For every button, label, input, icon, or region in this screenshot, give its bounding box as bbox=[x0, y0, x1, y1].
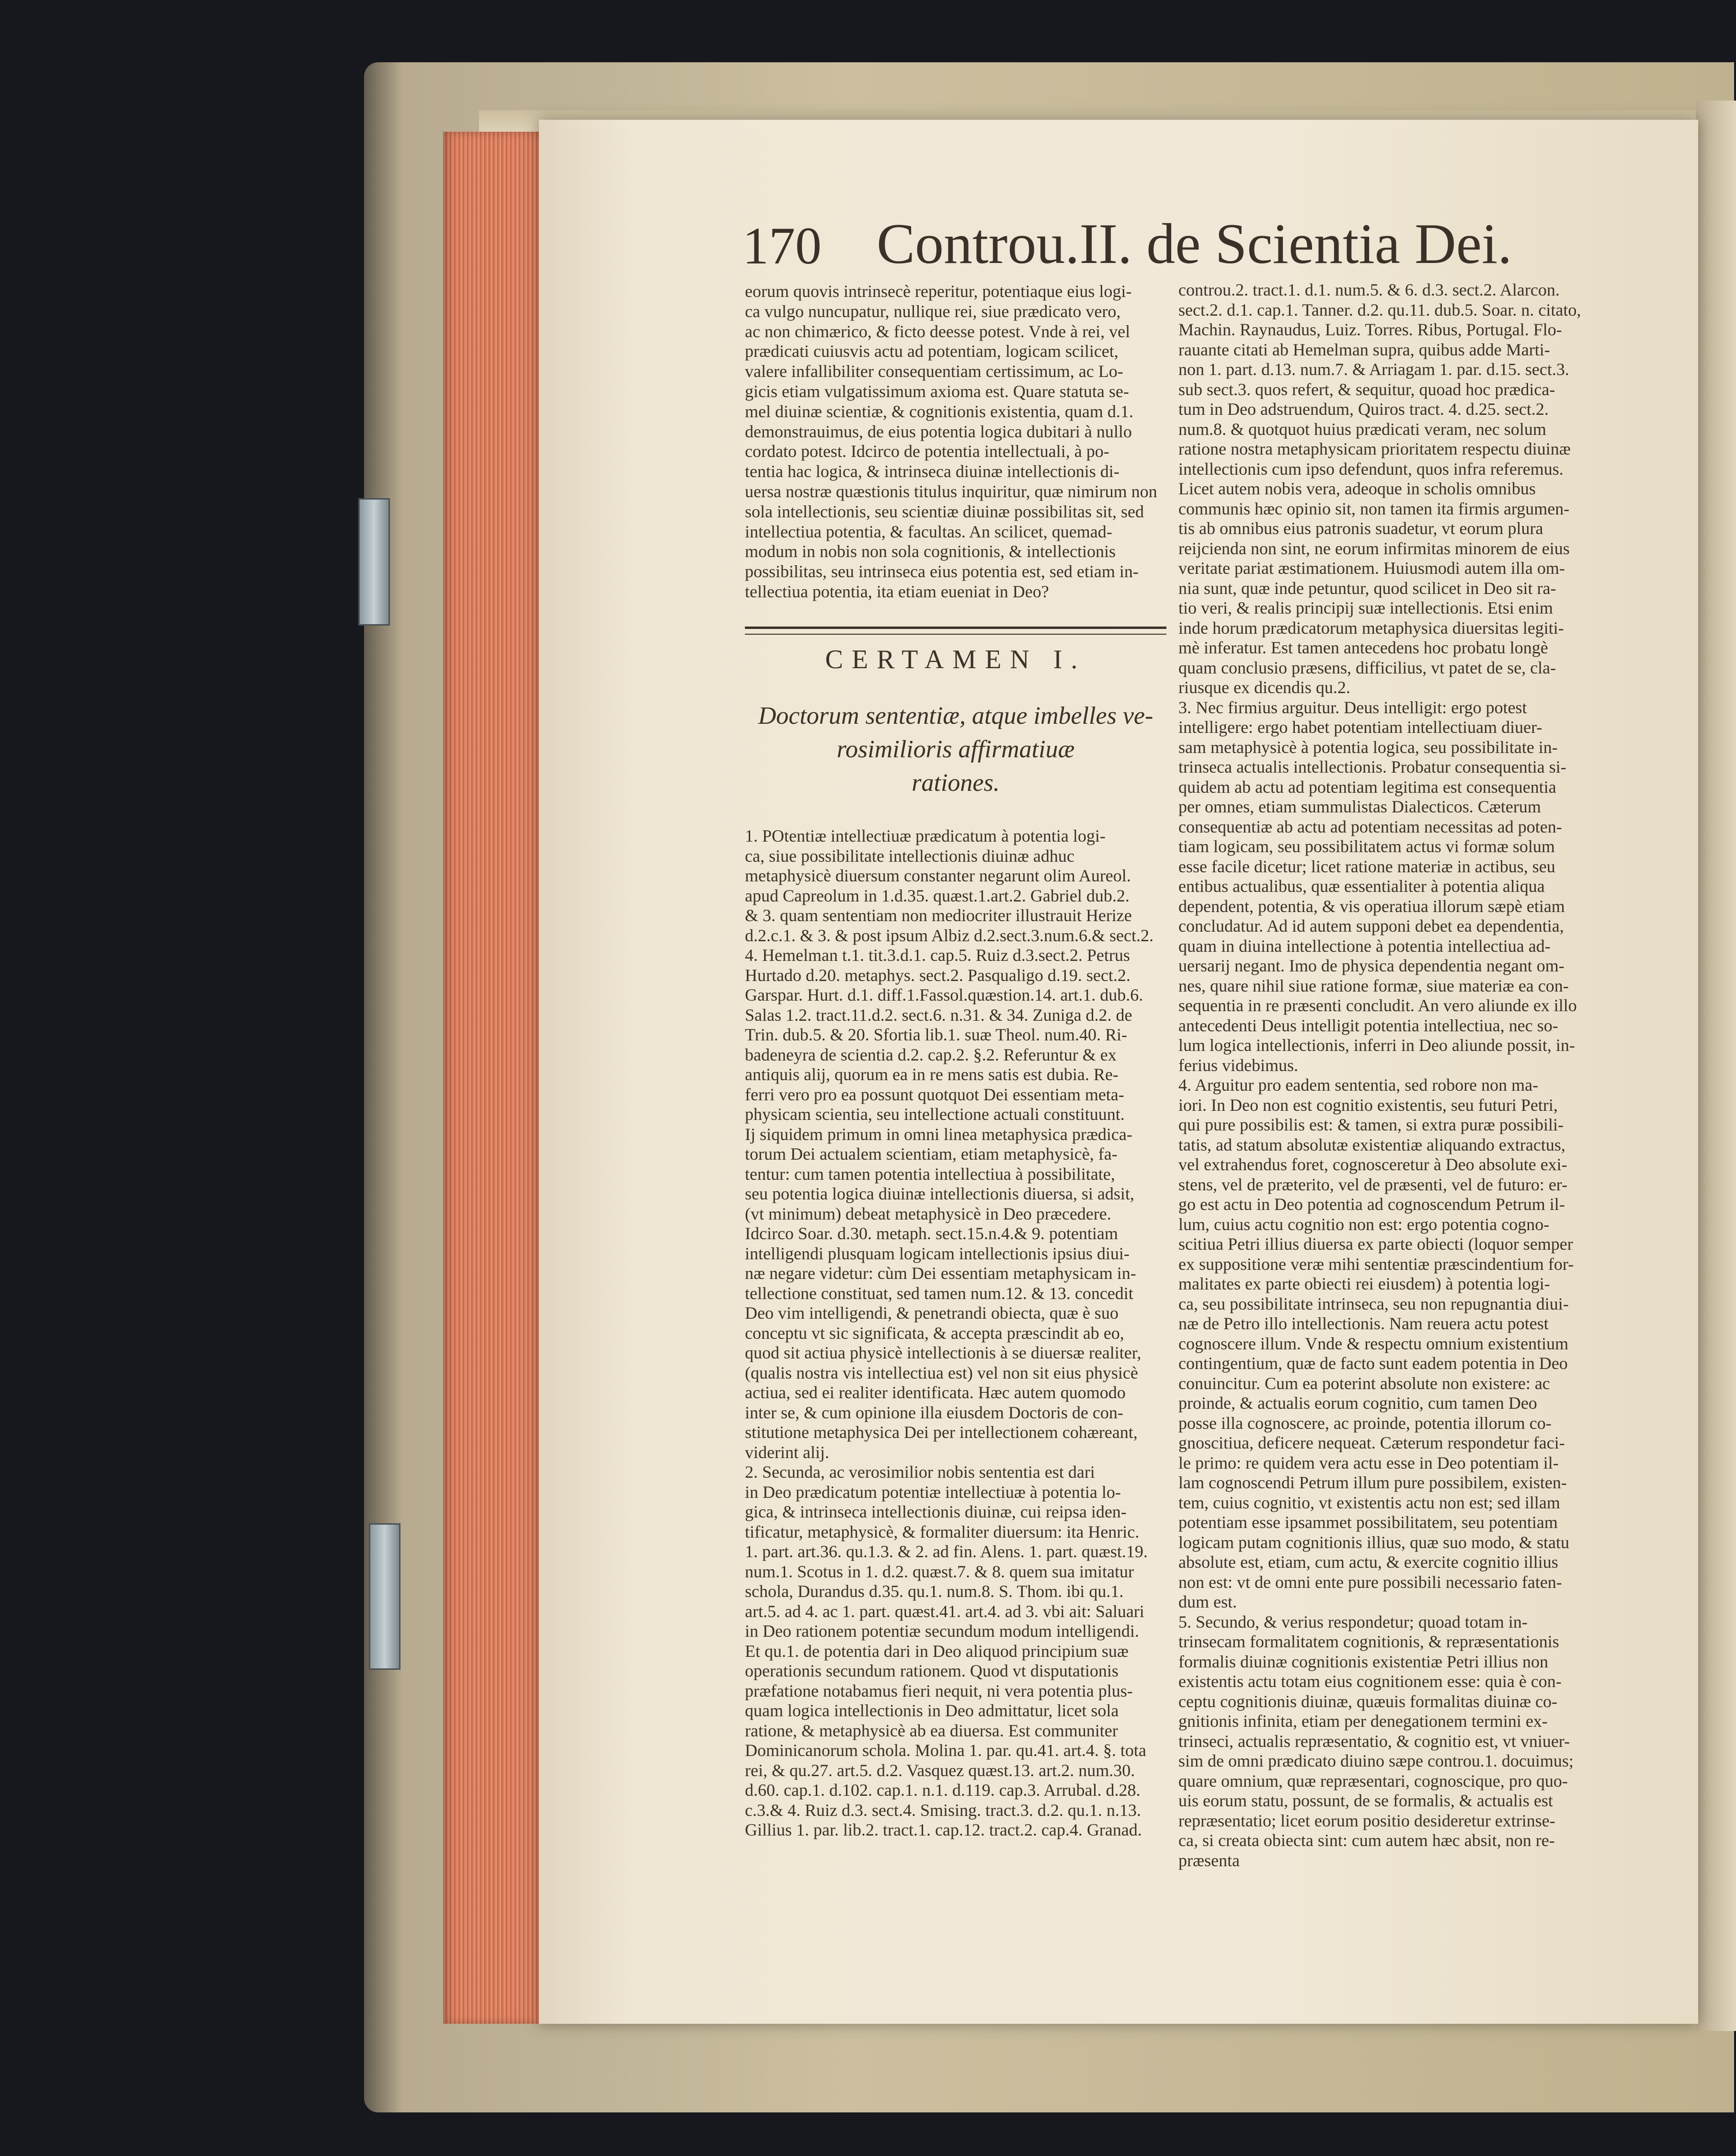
right-column bbox=[1178, 280, 1626, 1871]
text-line: trinsecam formalitatem cognitionis, & repræsentationis bbox=[1178, 1632, 1559, 1651]
text-line: operationis secundum rationem. Quod vt disputationis bbox=[745, 1661, 1119, 1680]
text-line: non 1. part. d.13. num.7. & Arriagam 1. par. d.15. sect.3. bbox=[1178, 360, 1569, 379]
text-line: metaphysicè diuersum constanter negarunt olim Aureol. bbox=[745, 866, 1131, 885]
text-line: lum logica intellectionis, inferri in Deo aliunde possit, in- bbox=[1178, 1036, 1575, 1055]
text-line: & 3. quam sententiam non mediocriter illustrauit Herize bbox=[745, 906, 1132, 925]
text-line: antecedenti Deus intelligit potentia intellectiua, nec so- bbox=[1178, 1015, 1558, 1035]
text-line: ca vulgo nuncupatur, nullique rei, siue prædicato vero, bbox=[745, 301, 1121, 321]
text-line: tiam logicam, seu possibilitatem actus vi formæ solum bbox=[1178, 837, 1555, 856]
text-line: intellectiua potentia, & facultas. An scilicet, quemad- bbox=[745, 522, 1112, 541]
text-line: schola, Durandus d.35. qu.1. num.8. S. Thom. ibi qu.1. bbox=[745, 1582, 1124, 1601]
certamen-subtitle-line: rosimilioris affirmatiuæ bbox=[836, 736, 1075, 763]
text-line: quare omnium, quæ repræsentari, cognoscique, pro quo- bbox=[1178, 1771, 1568, 1791]
text-line: sam metaphysicè à potentia logica, seu possibilitate in- bbox=[1178, 737, 1558, 757]
text-line: præfatione notabamus fieri nequit, ni vera potentia plus- bbox=[745, 1681, 1133, 1700]
text-line: tatis, ad statum absolutæ existentiæ aliquando extractus, bbox=[1178, 1135, 1565, 1154]
text-line: Licet autem nobis vera, adeoque in scholis omnibus bbox=[1178, 479, 1536, 498]
text-line: c.3.& 4. Ruiz d.3. sect.4. Smising. tract.3. d.2. qu.1. n.13. bbox=[745, 1800, 1141, 1820]
text-line: 3. Nec firmius arguitur. Deus intelligit: ergo potest bbox=[1178, 697, 1527, 717]
text-line: num.8. & quotquot huius prædicati veram, nec solum bbox=[1178, 419, 1546, 439]
text-line: d.2.c.1. & 3. & post ipsum Albiz d.2.sect.3.num.6.& sect.2. bbox=[745, 925, 1154, 945]
text-line: per omnes, etiam summulistas Dialecticos. Cæterum bbox=[1178, 797, 1541, 816]
text-line: in Deo rationem potentiæ secundum modum intelligendi. bbox=[745, 1621, 1139, 1641]
text-line: Hurtado d.20. metaphys. sect.2. Pasqualigo d.19. sect.2. bbox=[745, 965, 1131, 985]
text-line: rauante citati ab Hemelman supra, quibus adde Marti- bbox=[1178, 340, 1550, 359]
text-line: tellectiua potentia, ita etiam eueniat in Deo? bbox=[745, 582, 1049, 601]
upper-clasp bbox=[358, 498, 390, 626]
text-line: in Deo prædicatum potentiæ intellectiuæ à potentia lo- bbox=[745, 1482, 1121, 1502]
text-line: sequentia in re præsenti concludit. An vero aliunde ex illo bbox=[1178, 996, 1577, 1015]
text-line: 5. Secundo, & verius respondetur; quoad totam in- bbox=[1178, 1612, 1528, 1631]
text-line: absolute est, etiam, cum actu, & exercite cognitio illius bbox=[1178, 1552, 1558, 1572]
text-line: tentia hac logica, & intrinseca diuinæ intellectionis di- bbox=[745, 462, 1119, 481]
text-line: veritate pariat æstimationem. Huiusmodi autem illa om- bbox=[1178, 559, 1565, 578]
text-line: stens, vel de præterito, vel de præsenti, vel de futuro: er- bbox=[1178, 1175, 1568, 1194]
text-line: esse facile dicetur; licet ratione materiæ in actibus, seu bbox=[1178, 856, 1555, 876]
text-line: tentur: cum tamen potentia intellectiua à possibilitate, bbox=[745, 1164, 1115, 1184]
text-line: nes, quare nihil siue ratione formæ, siue materiæ ea con- bbox=[1178, 976, 1569, 995]
text-line: quam conclusio præsens, difficilius, vt patet de se, cla- bbox=[1178, 658, 1556, 677]
text-line: consequentiæ ab actu ad potentiam necessitas ad poten- bbox=[1178, 817, 1562, 836]
text-line: num.1. Scotus in 1. d.2. quæst.7. & 8. quem sua imitatur bbox=[745, 1562, 1134, 1581]
text-line: præsenta bbox=[1178, 1850, 1240, 1870]
text-line: (qualis nostra vis intellectiua est) vel non sit eius physicè bbox=[745, 1363, 1138, 1382]
text-line: concludatur. Ad id autem supponi debet ea dependentia, bbox=[1178, 916, 1564, 935]
text-line: ex suppositione veræ mihi sententiæ præscindentium for- bbox=[1178, 1254, 1574, 1274]
text-line: gnoscitiua, deficere nequeat. Cæterum respondetur faci- bbox=[1178, 1433, 1565, 1452]
text-line: uersa nostræ quæstionis titulus inquiritur, quæ nimirum non bbox=[745, 481, 1157, 501]
text-line: Salas 1.2. tract.11.d.2. sect.6. n.31. & 34. Zuniga d.2. de bbox=[745, 1005, 1132, 1025]
text-line: 1. part. art.36. qu.1.3. & 2. ad fin. Alens. 1. part. quæst.19. bbox=[745, 1542, 1148, 1561]
text-line: cognoscere illum. Vnde & respectu omnium existentium bbox=[1178, 1334, 1569, 1353]
text-line: proinde, & actualis eorum cognitio, cum tamen Deo bbox=[1178, 1393, 1537, 1413]
text-line: lam cognoscendi Petrum illum pure possibilem, existen- bbox=[1178, 1473, 1567, 1492]
text-line: trinseci, actualis repræsentatio, & cognitio est, vt vniuer- bbox=[1178, 1731, 1570, 1751]
text-line: dum est. bbox=[1178, 1592, 1237, 1611]
text-line: Deo vim intelligendi, & penetrandi obiecta, quæ è suo bbox=[745, 1303, 1119, 1323]
text-line: formalis diuinæ cognitionis existentiæ Petri illius non bbox=[1178, 1652, 1548, 1671]
text-line: posse illa cognoscere, ac proinde, potentia illorum co- bbox=[1178, 1413, 1552, 1433]
text-line: ferri vero pro ea possunt quotquot Dei essentiam meta- bbox=[745, 1084, 1124, 1104]
certamen-title: CERTAMEN I. bbox=[825, 645, 1086, 674]
text-line: rei, & qu.27. art.5. d.2. Vasquez quæst.13. art.2. num.30. bbox=[745, 1760, 1135, 1780]
text-line: Trin. dub.5. & 20. Sfortia lib.1. suæ Theol. num.40. Ri- bbox=[745, 1025, 1128, 1044]
text-line: quod sit actiua physicè intellectionis à se diuersæ realiter, bbox=[745, 1343, 1142, 1362]
text-line: gnitionis infinita, etiam per denegationem termini ex- bbox=[1178, 1711, 1548, 1731]
text-line: tem, cuius cognitio, vt existentis actu non est; sed illam bbox=[1178, 1493, 1560, 1512]
text-line: antiquis alij, quorum ea in re mens satis est dubia. Re- bbox=[745, 1065, 1119, 1084]
text-line: ferius videbimus. bbox=[1178, 1055, 1298, 1075]
text-line: conuincitur. Cum ea poterint absolute non existere: ac bbox=[1178, 1373, 1550, 1393]
text-line: uersarij negant. Imo de physica dependentia negant om- bbox=[1178, 956, 1565, 975]
text-line: possibilitas, seu intrinseca eius potentia est, sed etiam in- bbox=[745, 562, 1139, 582]
text-line: nia sunt, quæ inde petuntur, quod scilicet in Deo sit ra- bbox=[1178, 578, 1556, 598]
text-line: ca, seu possibilitate intrinseca, seu non repugnantia diui- bbox=[1178, 1294, 1569, 1313]
text-line: malitates ex parte obiecti rei eiusdem) à potentia logi- bbox=[1178, 1274, 1550, 1293]
text-line: ratione, & metaphysicè ab ea diuersa. Est communiter bbox=[745, 1721, 1118, 1740]
text-line: Garspar. Hurt. d.1. diff.1.Fassol.quæstion.14. art.1. dub.6. bbox=[745, 985, 1143, 1004]
certamen-subtitle-line: rationes. bbox=[912, 769, 1000, 797]
page-number: 170 bbox=[742, 217, 822, 275]
text-line: stitutione metaphysica Dei per intellectionem cohæreant, bbox=[745, 1423, 1138, 1442]
text-line: Ij siquidem primum in omni linea metaphysica prædica- bbox=[745, 1124, 1132, 1144]
text-line: quam in diuina intellectione à potentia intellectiua ad- bbox=[1178, 936, 1551, 956]
text-line: tum in Deo adstruendum, Quiros tract. 4. d.25. sect.2. bbox=[1178, 399, 1549, 419]
text-line: physicam scientia, seu intellectione actuali constituunt. bbox=[745, 1105, 1125, 1124]
text-line: ac non chimærico, & ficto deesse potest. Vnde à rei, vel bbox=[745, 321, 1131, 341]
text-line: repræsentatio; licet eorum positio desideretur extrinse- bbox=[1178, 1811, 1555, 1830]
facing-page-edge bbox=[1696, 101, 1736, 2031]
text-line: næ negare videtur: cùm Dei essentiam metaphysicam in- bbox=[745, 1264, 1136, 1283]
text-line: entibus actualibus, quæ essentialiter à potentia aliqua bbox=[1178, 877, 1545, 896]
text-line: conceptu vt sic significata, & accepta præscindit ab eo, bbox=[745, 1323, 1124, 1343]
text-line: communis hæc opinio sit, non tamen ita firmis argumen- bbox=[1178, 499, 1570, 518]
text-line: 4. Arguitur pro eadem sententia, sed robore non ma- bbox=[1178, 1075, 1539, 1095]
text-line: sect.2. d.1. cap.1. Tanner. d.2. qu.11. dub.5. Soar. n. citato, bbox=[1178, 300, 1581, 319]
text-line: Gillius 1. par. lib.2. tract.1. cap.12. tract.2. cap.4. Granad. bbox=[745, 1820, 1142, 1839]
text-line: (vt minimum) debeat metaphysicè in Deo præcedere. bbox=[745, 1204, 1111, 1223]
text-line: logicam putam cognitionis illius, quæ suo modo, & statu bbox=[1178, 1532, 1569, 1552]
text-line: demonstrauimus, de eius potentia logica dubitari à nullo bbox=[745, 422, 1132, 441]
text-line: le primo: re quidem vera actu esse in Deo potentiam il- bbox=[1178, 1453, 1559, 1472]
text-line: Idcirco Soar. d.30. metaph. sect.15.n.4.& 9. potentiam bbox=[745, 1224, 1118, 1243]
text-line: riusque ex dicendis qu.2. bbox=[1178, 678, 1350, 697]
text-line: viderint alij. bbox=[745, 1442, 829, 1462]
text-line: modum in nobis non sola cognitionis, & intellectionis bbox=[745, 542, 1116, 561]
text-line: dependent, potentia, & vis operatiua illorum sæpè etiam bbox=[1178, 896, 1565, 916]
text-line: vel extrahendus foret, cognosceretur à Deo absolute exi- bbox=[1178, 1155, 1567, 1174]
text-line: gicis etiam vulgatissimum axioma est. Quare statuta se- bbox=[745, 381, 1129, 401]
text-line: prædicati cuiusvis actu ad potentiam, logicam scilicet, bbox=[745, 342, 1119, 361]
text-line: lum, cuius actu cognitio non est: ergo potentia cogno- bbox=[1178, 1214, 1550, 1234]
text-line: ca, siue possibilitate intellectionis diuinæ adhuc bbox=[745, 846, 1074, 866]
text-line: quam logica intellectionis in Deo admittatur, licet sola bbox=[745, 1701, 1119, 1720]
text-line: seu potentia logica diuinæ intellectionis diuersa, si adsit, bbox=[745, 1184, 1134, 1203]
text-line: valere infallibiliter consequentiam certissimum, ac Lo- bbox=[745, 362, 1123, 381]
text-line: intellectionis cum ipso defendunt, quos infra referemus. bbox=[1178, 459, 1564, 479]
text-line: intelligendi plusquam logicam intellectionis ipsius diui- bbox=[745, 1243, 1130, 1263]
text-line: sub sect.3. quos refert, & sequitur, quoad hoc prædica- bbox=[1178, 379, 1555, 399]
text-line: art.5. ad 4. ac 1. part. quæst.41. art.4. ad 3. vbi ait: Saluari bbox=[745, 1601, 1144, 1621]
text-line: trinseca actualis intellectionis. Probatur consequentia si- bbox=[1178, 757, 1566, 776]
text-line: Et qu.1. de potentia dari in Deo aliquod principium suæ bbox=[745, 1641, 1129, 1661]
text-line: d.60. cap.1. d.102. cap.1. n.1. d.119. cap.3. Arrubal. d.28. bbox=[745, 1780, 1141, 1800]
text-line: ratione nostra metaphysicam prioritatem respectu diuinæ bbox=[1178, 439, 1571, 458]
text-line: apud Capreolum in 1.d.35. quæst.1.art.2. Gabriel dub.2. bbox=[745, 886, 1130, 905]
text-line: Machin. Raynaudus, Luiz. Torres. Ribus, Portugal. Flo- bbox=[1178, 320, 1562, 339]
text-line: potentiam esse ipsammet possibilitatem, seu potentiam bbox=[1178, 1513, 1558, 1532]
text-line: 1. POtentiæ intellectiuæ prædicatum à potentia logi- bbox=[745, 826, 1106, 845]
certamen-subtitle bbox=[745, 699, 1166, 800]
text-line: contingentium, quæ de facto sunt eadem potentia in Deo bbox=[1178, 1354, 1568, 1373]
text-line: 4. Hemelman t.1. tit.3.d.1. cap.5. Ruiz d.3.sect.2. Petrus bbox=[745, 946, 1130, 965]
text-line: iori. In Deo non est cognitio existentis, seu futuri Petri, bbox=[1178, 1095, 1558, 1115]
text-line: sola intellectionis, seu scientiæ diuinæ possibilitas sit, sed bbox=[745, 502, 1144, 521]
running-head: Controu.II. de Scientia Dei. bbox=[877, 212, 1512, 275]
text-line: scitiua Petri illius diuersa ex parte obiecti (loquor semper bbox=[1178, 1234, 1573, 1254]
text-line: uis eorum statu, possunt, de se formalis, & actualis est bbox=[1178, 1791, 1553, 1810]
text-line: existentis actu totam eius cognitionem esse: quia è con- bbox=[1178, 1672, 1562, 1691]
text-line: tio veri, & realis principij suæ intellectionis. Etsi enim bbox=[1178, 598, 1553, 617]
text-line: reijcienda non sint, ne eorum infirmitas minorem de eius bbox=[1178, 538, 1570, 558]
left-column-top bbox=[745, 282, 1171, 602]
text-line: mel diuinæ scientiæ, & cognitionis existentia, quam d.1. bbox=[745, 401, 1133, 421]
text-line: qui pure possibilis est: & tamen, si extra puræ possibili- bbox=[1178, 1115, 1564, 1134]
text-line: cordato potest. Idcirco de potentia intellectuali, à po- bbox=[745, 442, 1109, 461]
text-line: inde horum prædicatorum metaphysica diuersitas legiti- bbox=[1178, 618, 1564, 638]
text-line: controu.2. tract.1. d.1. num.5. & 6. d.3. sect.2. Alarcon. bbox=[1178, 280, 1560, 299]
text-line: non est: vt de omni ente pure possibili necessario faten- bbox=[1178, 1572, 1562, 1592]
text-line: tificatur, metaphysicè, & formaliter diuersum: ita Henric. bbox=[745, 1522, 1140, 1541]
text-line: tis ab omnibus eius patronis suadetur, vt eorum plura bbox=[1178, 519, 1543, 538]
text-line: badeneyra de scientia d.2. cap.2. §.2. Referuntur & ex bbox=[745, 1045, 1117, 1064]
lower-clasp bbox=[369, 1523, 400, 1670]
text-line: Dominicanorum schola. Molina 1. par. qu.41. art.4. §. tota bbox=[745, 1741, 1146, 1760]
text-line: inter se, & cum opinione illa eiusdem Doctoris de con- bbox=[745, 1403, 1123, 1422]
certamen-subtitle-line: Doctorum sententiæ, atque imbelles ve- bbox=[758, 702, 1154, 730]
text-line: torum Dei actualem scientiam, etiam metaphysicè, fa- bbox=[745, 1144, 1118, 1164]
text-line: actiua, sed ei realiter identificata. Hæc autem quomodo bbox=[745, 1383, 1126, 1402]
text-line: næ de Petro illo intellectionis. Nam reuera actu potest bbox=[1178, 1314, 1549, 1333]
text-line: mè inferatur. Est tamen antecedens hoc probatu longè bbox=[1178, 638, 1548, 657]
text-line: tellectione constituat, sed tamen num.12. & 13. concedit bbox=[745, 1283, 1133, 1303]
text-line: go est actu in Deo potentia ad cognoscendum Petrum il- bbox=[1178, 1195, 1565, 1214]
text-line: intelligere: ergo habet potentiam intellectiuam diuer- bbox=[1178, 718, 1542, 737]
left-column-bottom bbox=[745, 826, 1171, 1840]
text-line: ca, si creata obiecta sint: cum autem hæc absit, non re- bbox=[1178, 1831, 1555, 1850]
text-line: quidem ab actu ad potentiam legitima est consequentia bbox=[1178, 777, 1556, 797]
spine-shadow bbox=[364, 62, 402, 2112]
text-line: eorum quovis intrinsecè reperitur, potentiaque eius logi- bbox=[745, 282, 1132, 301]
text-line: gica, & intrinseca intellectionis diuinæ, cui reipsa iden- bbox=[745, 1502, 1127, 1521]
text-line: ceptu cognitionis diuinæ, quæuis formalitas diuinæ co- bbox=[1178, 1691, 1557, 1711]
section-rule bbox=[745, 627, 1166, 635]
text-line: 2. Secunda, ac verosimilior nobis sententia est dari bbox=[745, 1462, 1095, 1482]
text-line: sim de omni prædicato diuino sæpe controu.1. docuimus; bbox=[1178, 1751, 1574, 1770]
